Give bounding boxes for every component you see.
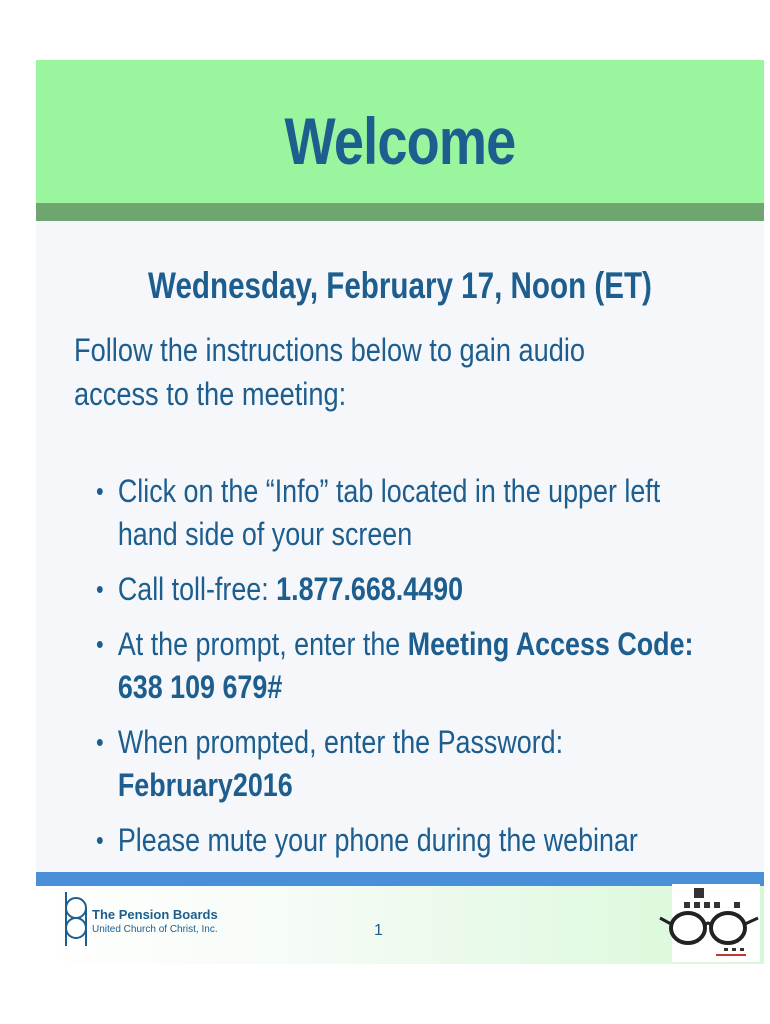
- intro-text: Follow the instructions below to gain audio access to the meeting:: [74, 332, 586, 412]
- access-code: Meeting Access Code: 638 109 679#: [117, 626, 694, 705]
- bullet-text: When prompted, enter the Password:: [117, 724, 564, 760]
- password-value: February2016: [117, 767, 293, 803]
- eye-chart-glasses-icon: [654, 882, 764, 964]
- pb-monogram-icon: [58, 890, 92, 948]
- slide: [36, 60, 764, 964]
- phone-number: 1.877.668.4490: [276, 571, 464, 607]
- org-subtitle: United Church of Christ, Inc.: [92, 924, 218, 935]
- list-item: [96, 819, 701, 862]
- bullet-text: Please mute your phone during the webinar: [117, 822, 638, 858]
- page-title: Welcome: [284, 104, 516, 178]
- bullet-text: Click on the “Info” tab located in the upper left hand side of your screen: [117, 473, 661, 552]
- list-item: [96, 470, 701, 556]
- list-item: [96, 623, 701, 709]
- org-name: The Pension Boards: [92, 907, 218, 922]
- instruction-list: [96, 470, 701, 874]
- bullet-text: At the prompt, enter the: [117, 626, 408, 662]
- list-item: [96, 721, 701, 807]
- list-item: [96, 568, 701, 611]
- header-band: [36, 60, 764, 203]
- meeting-date-heading: Wednesday, February 17, Noon (ET): [148, 265, 652, 306]
- page-number: 1: [374, 922, 383, 939]
- bullet-text: Call toll-free:: [117, 571, 277, 607]
- header-divider: [36, 203, 764, 221]
